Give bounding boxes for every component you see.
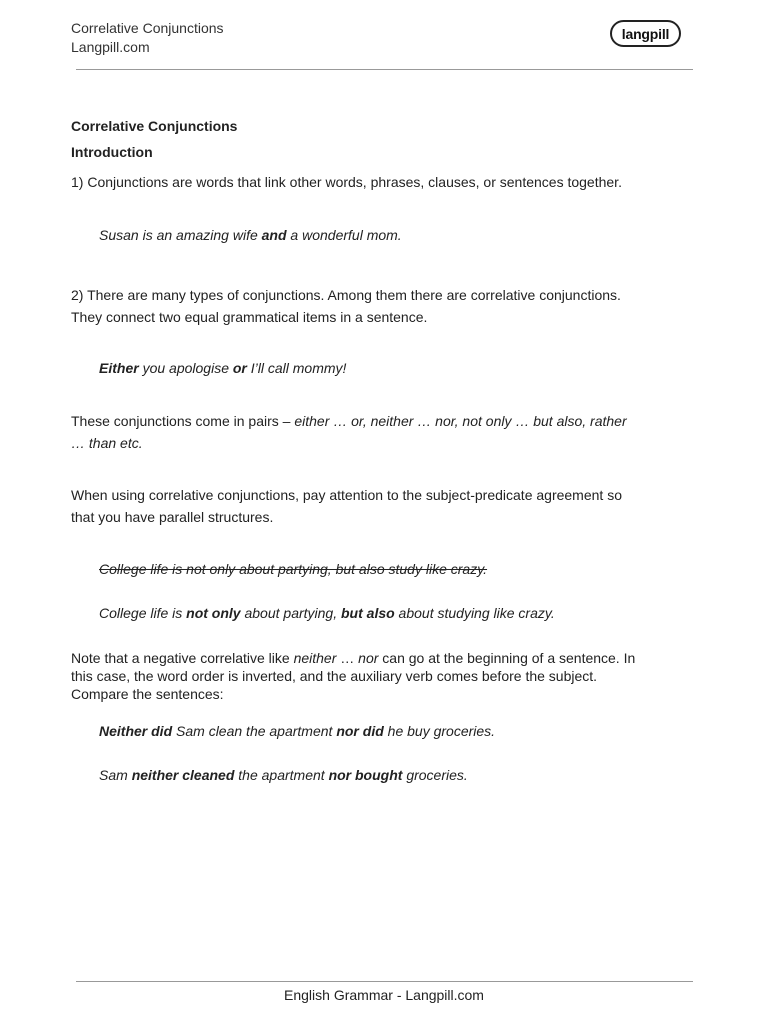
paragraph-2-line-2: They connect two equal grammatical items in a sentence. <box>71 309 428 325</box>
note-text: … <box>336 650 359 666</box>
note-text: can go at the beginning of a sentence. In <box>378 650 636 666</box>
example-1 <box>99 226 683 244</box>
header-divider <box>76 69 693 70</box>
example-text: Susan is an amazing wife <box>99 227 262 243</box>
example-text: you apologise <box>138 360 233 376</box>
example-normal <box>99 766 683 784</box>
paragraph-1: 1) Conjunctions are words that link other words, phrases, clauses, or sentences together. <box>71 174 622 190</box>
example-text: he buy groceries. <box>383 723 496 739</box>
example-incorrect: College life is not only about partying, but also study like crazy. <box>99 561 488 577</box>
paragraph-4-line-1: When using correlative conjunctions, pay attention to the subject-predicate agreement so <box>71 487 622 503</box>
example-text: Sam clean the apartment <box>172 723 337 739</box>
paragraph-2 <box>71 284 683 328</box>
example-bold: nor did <box>336 723 384 739</box>
note-line-2: this case, the word order is inverted, and the auxiliary verb comes before the subject. <box>71 668 598 684</box>
example-2 <box>99 359 683 377</box>
note-paragraph <box>71 649 683 703</box>
document-title: Correlative Conjunctions <box>71 118 238 134</box>
paragraph-4 <box>71 484 683 528</box>
section-heading: Introduction <box>71 144 153 160</box>
example-bold: not only <box>186 605 241 621</box>
example-text: groceries. <box>402 767 468 783</box>
paragraph-2-line-1: 2) There are many types of conjunctions. Among them there are correlative conjunctions. <box>71 287 621 303</box>
example-bold: Neither did <box>99 723 173 739</box>
example-text: College life is <box>99 605 187 621</box>
example-bold: and <box>261 227 287 243</box>
note-italic: neither <box>293 650 337 666</box>
example-correct <box>99 604 683 622</box>
paragraph-text: These conjunctions come in pairs – <box>71 413 295 429</box>
paragraph-3 <box>71 410 683 454</box>
example-bold: Either <box>99 360 139 376</box>
paragraph-3-line-1 <box>71 410 683 432</box>
page-footer: English Grammar - Langpill.com <box>284 987 484 1003</box>
example-bold: or <box>232 360 247 376</box>
example-text: about partying, <box>240 605 341 621</box>
note-line-3: Compare the sentences: <box>71 686 224 702</box>
paragraph-italic: either … or, neither … nor, not only … but also, rather <box>294 413 627 429</box>
note-italic: nor <box>358 650 379 666</box>
example-bold: neither cleaned <box>131 767 235 783</box>
paragraph-italic: … than etc. <box>71 435 143 451</box>
example-text: Sam <box>99 767 132 783</box>
example-text: a wonderful mom. <box>286 227 402 243</box>
header-site: Langpill.com <box>71 39 150 55</box>
example-inverted <box>99 722 683 740</box>
footer-divider <box>76 981 693 982</box>
header-title: Correlative Conjunctions <box>71 20 224 36</box>
page-header <box>71 19 224 57</box>
example-text: about studying like crazy. <box>394 605 555 621</box>
paragraph-3-line-2 <box>71 432 683 454</box>
langpill-logo <box>610 20 681 47</box>
paragraph-4-line-2: that you have parallel structures. <box>71 509 274 525</box>
example-bold: but also <box>341 605 395 621</box>
note-line-1 <box>71 649 683 667</box>
example-text: the apartment <box>234 767 329 783</box>
example-text: I’ll call mommy! <box>246 360 347 376</box>
note-text: Note that a negative correlative like <box>71 650 294 666</box>
example-bold: nor bought <box>328 767 403 783</box>
logo-text: langpill <box>621 25 670 42</box>
